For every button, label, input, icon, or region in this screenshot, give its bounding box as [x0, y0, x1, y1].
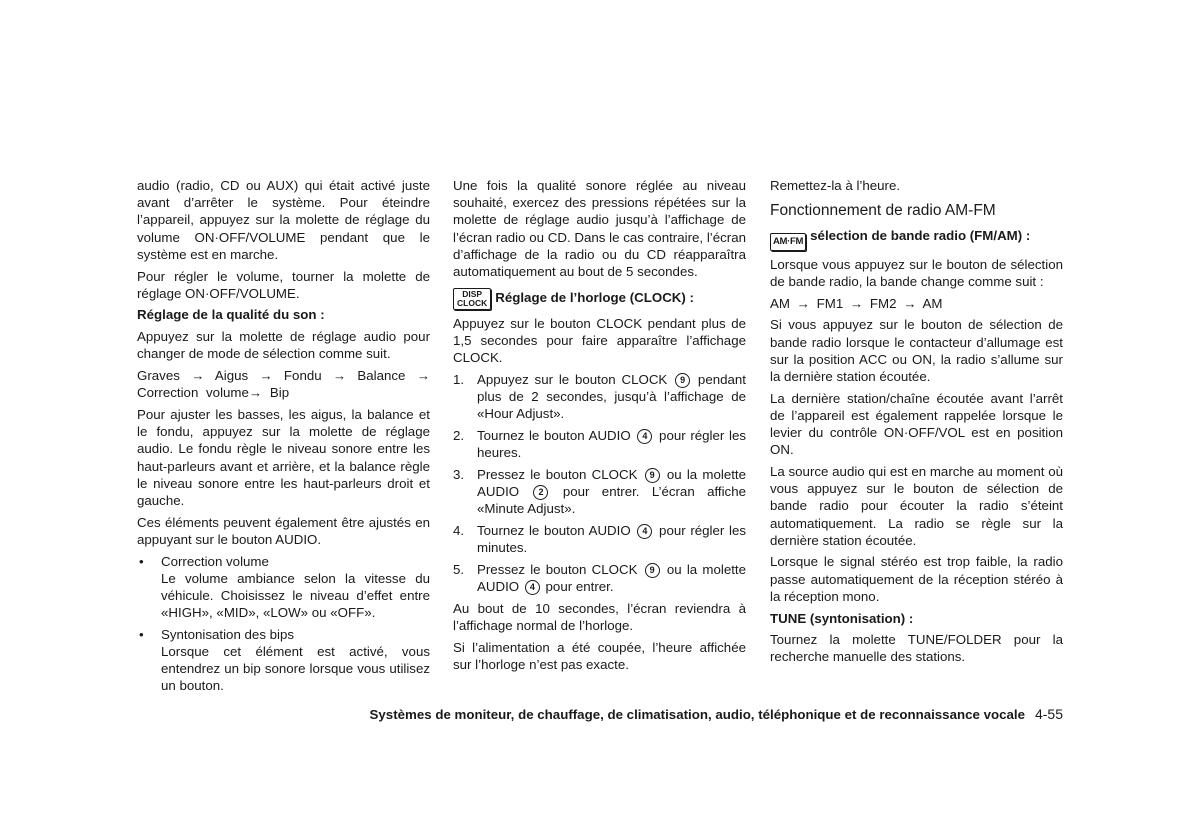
- heading-clock-text: Réglage de l’horloge (CLOCK) :: [495, 290, 694, 306]
- heading-tune: TUNE (syntonisation) :: [770, 610, 914, 626]
- step-text: Appuyez sur le bouton CLOCK: [477, 371, 668, 387]
- step-number: 1.: [453, 371, 465, 387]
- step-text: Tournez le bouton AUDIO: [477, 427, 631, 443]
- paragraph: La dernière station/chaîne écoutée avant l’arrêt de l’appareil est également rappelée lorsque le levier du contrôle ON·OFF/VOL est en position ON.: [770, 390, 1063, 458]
- callout-number-icon: 4: [525, 580, 540, 595]
- paragraph: Tournez la molette TUNE/FOLDER pour la recherche manuelle des stations.: [770, 632, 1063, 665]
- bullet-title: Correction volume: [161, 553, 269, 569]
- callout-number-icon: 4: [637, 429, 652, 444]
- step-text: pour régler les heures.: [477, 427, 746, 461]
- step-text: pendant plus de 2 secondes, jusqu’à l’affichage de «Hour Adjust».: [477, 371, 746, 422]
- step-text: ou la molette AUDIO: [477, 466, 746, 500]
- mode-sequence: Graves → Aigus → Fondu → Balance → Correction volume→ Bip: [137, 368, 430, 401]
- paragraph: Ces éléments peuvent également être ajustés en appuyant sur le bouton AUDIO.: [137, 514, 430, 547]
- paragraph: Au bout de 10 secondes, l’écran reviendra à l’affichage normal de l’horloge.: [453, 600, 746, 633]
- bullet-text: Le volume ambiance selon la vitesse du véhicule. Choisissez le niveau d’effet entre «HIGH», «MID», «LOW» ou «OFF».: [161, 570, 430, 621]
- callout-number-icon: 9: [675, 373, 690, 388]
- heading-sound-quality: Réglage de la qualité du son :: [137, 307, 325, 323]
- step-text: ou la molette AUDIO: [477, 561, 746, 595]
- bullet-item: [137, 626, 430, 695]
- bullet-dot-icon: •: [139, 553, 144, 569]
- heading-band-text: sélection de bande radio (FM/AM) :: [810, 228, 1031, 244]
- heading-clock: [453, 288, 746, 310]
- paragraph: Appuyez sur le bouton CLOCK pendant plus de 1,5 secondes pour faire apparaître l’affichage CLOCK.: [453, 315, 746, 366]
- column-right: [770, 177, 1063, 670]
- paragraph: Remettez-la à l’heure.: [770, 178, 901, 193]
- step-item: [453, 522, 746, 556]
- paragraph: La source audio qui est en marche au moment où vous appuyez sur le bouton de sélection de bande radio pour écouter la radio s’éteint automatiquement. La radio se règle sur la dernière station écoutée.: [770, 463, 1063, 548]
- am-fm-key-icon: AM·FM: [770, 233, 806, 251]
- step-number: 5.: [453, 561, 465, 577]
- paragraph: Si l’alimentation a été coupée, l’heure affichée sur l’horloge n’est pas exacte.: [453, 639, 746, 672]
- callout-number-icon: 2: [533, 485, 548, 500]
- step-text: pour régler les minutes.: [477, 522, 746, 556]
- step-item: [453, 427, 746, 461]
- bullet-text: Lorsque cet élément est activé, vous entendrez un bip sonore lorsque vous utilisez un bouton.: [161, 644, 430, 694]
- paragraph: Lorsque le signal stéréo est trop faible, la radio passe automatiquement de la réception stéréo à la réception mono.: [770, 554, 1063, 604]
- column-middle: [453, 177, 746, 678]
- paragraph: Lorsque vous appuyez sur le bouton de sélection de bande radio, la bande change comme suit :: [770, 256, 1063, 289]
- step-number: 4.: [453, 522, 465, 538]
- step-text: pour entrer.: [545, 579, 614, 595]
- step-number: 2.: [453, 427, 465, 443]
- bullet-item: [137, 553, 430, 622]
- callout-number-icon: 9: [645, 563, 660, 578]
- step-item: [453, 561, 746, 595]
- bullet-dot-icon: •: [139, 626, 144, 642]
- band-sequence: AM → FM1 → FM2 → AM: [770, 295, 943, 311]
- callout-number-icon: 9: [645, 468, 660, 483]
- page-footer: [0, 705, 1063, 724]
- paragraph: Appuyez sur la molette de réglage audio pour changer de mode de sélection comme suit.: [137, 329, 430, 362]
- footer-chapter-title: Systèmes de moniteur, de chauffage, de climatisation, audio, téléphonique et de reconnaissance vocale: [369, 707, 1025, 722]
- step-item: [453, 371, 746, 423]
- step-text: Pressez le bouton CLOCK: [477, 466, 638, 482]
- disp-clock-key-icon: DISP CLOCK: [453, 288, 491, 310]
- page-number: 4-55: [1034, 706, 1063, 722]
- step-text: Pressez le bouton CLOCK: [477, 561, 638, 577]
- paragraph: Si vous appuyez sur le bouton de sélection de bande radio lorsque le contacteur d’allumage est sur la position ACC ou ON, la radio s’allume sur la dernière station écoutée.: [770, 317, 1063, 384]
- column-left: [137, 177, 430, 699]
- section-title: Fonctionnement de radio AM-FM: [770, 202, 996, 220]
- heading-band-selection: [770, 227, 1063, 251]
- step-number: 3.: [453, 466, 465, 482]
- step-text: Tournez le bouton AUDIO: [477, 522, 631, 538]
- step-text: pour entrer. L’écran affiche «Minute Adjust».: [477, 484, 746, 517]
- step-item: [453, 466, 746, 518]
- paragraph: audio (radio, CD ou AUX) qui était activé juste avant d’arrêter le système. Pour éteindre l’appareil, appuyez sur la molette de réglage du volume ON·OFF/VOLUME pendant que le système est en marche.: [137, 178, 430, 262]
- bullet-title: Syntonisation des bips: [161, 626, 295, 642]
- paragraph: Pour ajuster les basses, les aigus, la balance et le fondu, appuyez sur la molette de réglage audio. Le fondu règle le niveau sonore entre les haut-parleurs avant et arrière, et la balance règle le niveau sonore entre les haut-parleurs droit et gauche.: [137, 406, 430, 508]
- callout-number-icon: 4: [637, 524, 652, 539]
- paragraph: Pour régler le volume, tourner la molette de réglage ON·OFF/VOLUME.: [137, 268, 430, 301]
- paragraph: Une fois la qualité sonore réglée au niveau souhaité, exercez des pressions répétées sur la molette de réglage audio jusqu’à l’affichage de l’écran radio ou CD. Dans le cas contraire, l’écran d’affichage de la radio ou du CD réapparaîtra automatiquement au bout de 5 secondes.: [453, 178, 746, 280]
